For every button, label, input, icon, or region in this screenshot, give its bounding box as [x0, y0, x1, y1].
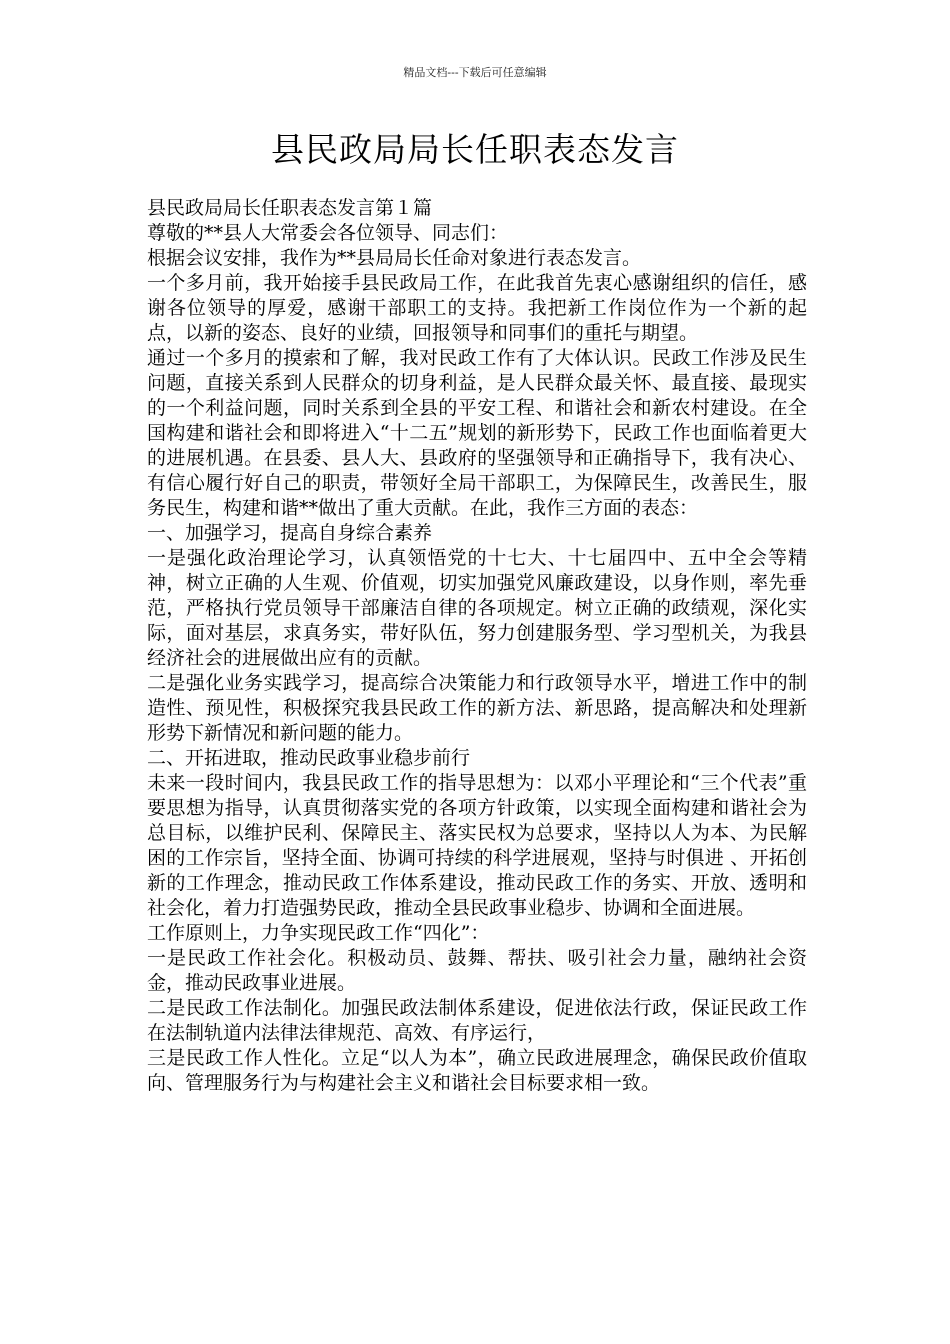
- body-paragraph: 二是强化业务实践学习，提高综合决策能力和行政领导水平，增进工作中的制造性、预见性，积极探究我县民政工作的新方法、新思路，提高解决和处理新形势下新情况和新问题的能力。: [147, 672, 807, 744]
- document-title: 县民政局局长任职表态发言: [271, 130, 679, 169]
- document-body: [147, 196, 807, 1096]
- page-header-note: 精品文档---下载后可任意编辑: [403, 66, 547, 79]
- body-paragraph: 工作原则上，力争实现民政工作“四化”：: [147, 922, 490, 944]
- body-paragraph: 三是民政工作人性化。立足“以人为本”，确立民政进展理念，确保民政价值取向、管理服务行为与构建社会主义和谐社会目标要求相一致。: [147, 1047, 807, 1094]
- body-paragraph: 一是强化政治理论学习，认真领悟党的十七大、十七届四中、五中全会等精神，树立正确的人生观、价值观，切实加强党风廉政建设，以身作则，率先垂范，严格执行党员领导干部廉洁自律的各项规定。树立正确的政绩观，深化实际，面对基层，求真务实，带好队伍，努力创建服务型、学习型机关，为我县经济社会的进展做出应有的贡献。: [147, 547, 807, 669]
- section-heading: 二、开拓进取，推动民政事业稳步前行: [147, 747, 471, 769]
- subtitle-paragraph: 县民政局局长任职表态发言第１篇: [147, 197, 433, 219]
- body-paragraph: 一是民政工作社会化。积极动员、鼓舞、帮扶、吸引社会力量，融纳社会资金，推动民政事业进展。: [147, 947, 807, 994]
- salutation-paragraph: 尊敬的**县人大常委会各位领导、同志们：: [147, 222, 509, 244]
- body-paragraph: 未来一段时间内，我县民政工作的指导思想为：以邓小平理论和“三个代表”重要思想为指导，认真贯彻落实党的各项方针政策，以实现全面构建和谐社会为总目标，以维护民利、保障民主、落实民权为总要求，坚持以人为本、为民解困的工作宗旨，坚持全面、协调可持续的科学进展观，坚持与时俱进 、开拓创新的工作理念，推动民政工作体系建设，推动民政工作的务实、开放、透明和社会化，着力打造强势民政，推动全县民政事业稳步、协调和全面进展。: [147, 772, 807, 919]
- body-paragraph: 一个多月前，我开始接手县民政局工作，在此我首先衷心感谢组织的信任，感谢各位领导的厚爱，感谢干部职工的支持。我把新工作岗位作为一个新的起点，以新的姿态、良好的业绩，回报领导和同事们的重托与期望。: [147, 272, 807, 344]
- body-paragraph: 根据会议安排，我作为**县局局长任命对象进行表态发言。: [147, 247, 642, 269]
- section-heading: 一、加强学习，提高自身综合素养: [147, 522, 433, 544]
- body-paragraph: 通过一个多月的摸索和了解，我对民政工作有了大体认识。民政工作涉及民生问题，直接关系到人民群众的切身利益，是人民群众最关怀、最直接、最现实的一个利益问题，同时关系到全县的平安工程、和谐社会和新农村建设。在全国构建和谐社会和即将进入“十二五”规划的新形势下，民政工作也面临着更大的进展机遇。在县委、县人大、县政府的坚强领导和正确指导下，我有决心、有信心履行好自己的职责，带领好全局干部职工，为保障民生，改善民生，服务民生，构建和谐**做出了重大贡献。在此，我作三方面的表态：: [147, 347, 807, 519]
- body-paragraph: 二是民政工作法制化。加强民政法制体系建设，促进依法行政，保证民政工作在法制轨道内法律法律规范、高效、有序运行，: [147, 997, 807, 1044]
